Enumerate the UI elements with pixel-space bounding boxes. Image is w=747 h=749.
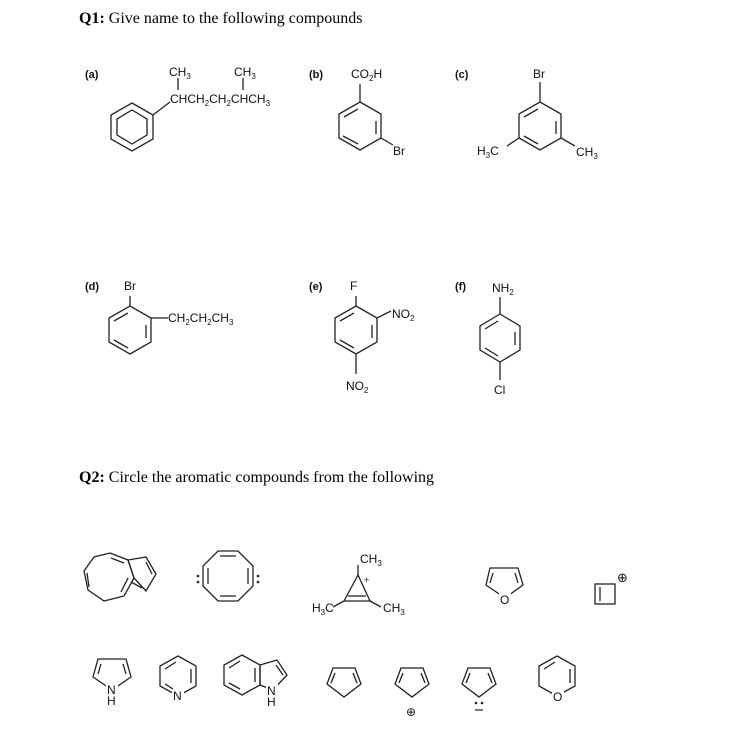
compound-e-benzene-ring bbox=[335, 306, 377, 354]
pyrrole-hydrogen: H bbox=[107, 694, 116, 708]
cyclopentadiene-ring bbox=[327, 668, 361, 697]
compound-f-benzene-ring bbox=[480, 314, 520, 362]
indole-hydrogen: H bbox=[267, 695, 276, 709]
cyclopropenyl-h3c: $H_3C$ bbox=[312, 601, 334, 617]
cp-cation-charge: ⊕ bbox=[406, 705, 417, 719]
compound-a-aromatic-circle bbox=[117, 110, 147, 144]
question-1-text: Give name to the following compounds bbox=[108, 10, 363, 27]
compound-e-no2-bottom: $NO_2$ bbox=[346, 379, 369, 395]
compound-e-label: (e) bbox=[309, 281, 323, 293]
furan-oxygen: O bbox=[500, 593, 510, 607]
q2-cyclopropenyl-cation bbox=[312, 552, 405, 617]
compound-b bbox=[309, 67, 405, 158]
compound-f-chlorine: Cl bbox=[494, 383, 506, 397]
compound-c-h3c: $H_3C$ bbox=[477, 144, 499, 160]
q2-indole bbox=[224, 655, 287, 709]
q2-pyridine bbox=[160, 656, 196, 703]
compound-c-benzene-ring bbox=[519, 102, 561, 150]
compound-a-chain: $CHCH_2CH_2CHCH_3$ bbox=[170, 92, 271, 108]
compound-d-propyl: $CH_2CH_2CH_3$ bbox=[168, 311, 234, 327]
indole-nitrogen: N bbox=[267, 684, 276, 698]
compound-d-br: Br bbox=[124, 279, 136, 293]
compound-b-br: Br bbox=[393, 144, 405, 158]
cp-anion-ring bbox=[462, 668, 496, 697]
cyclobutenyl-charge: ⊕ bbox=[617, 570, 628, 585]
compound-b-benzene-ring bbox=[339, 102, 381, 150]
compound-c bbox=[455, 67, 598, 161]
q2-cyclopentadienyl-cation bbox=[395, 668, 429, 719]
q2-furan bbox=[486, 568, 523, 607]
cyclopropenyl-ch3-right: $CH_3$ bbox=[383, 601, 405, 617]
q2-cyclooctatetraene-dianion bbox=[197, 551, 260, 601]
compound-f-label: (f) bbox=[455, 281, 466, 293]
compound-e bbox=[309, 279, 415, 395]
compound-c-br: Br bbox=[533, 67, 545, 81]
compound-a-label: (a) bbox=[85, 69, 99, 81]
compound-b-label: (b) bbox=[309, 69, 324, 81]
question-1-number: Q1: bbox=[79, 10, 105, 27]
compound-b-co2h: $CO_2H$ bbox=[351, 67, 383, 83]
q2-cyclobutenyl-cation bbox=[595, 570, 628, 604]
question-2-text: Circle the aromatic compounds from the following bbox=[108, 469, 435, 486]
compound-d-label: (d) bbox=[85, 281, 100, 293]
q2-cyclopentadienyl-anion bbox=[462, 668, 496, 710]
compound-f-nh2: $NH_2$ bbox=[492, 281, 514, 297]
compound-c-label: (c) bbox=[455, 69, 469, 81]
q2-cyclopentadiene bbox=[327, 668, 361, 697]
question-2-number: Q2: bbox=[79, 469, 105, 486]
compound-a-ch3-right: $CH_3$ bbox=[234, 65, 256, 81]
compound-a-ch3-left: $CH_3$ bbox=[169, 65, 191, 81]
cyclopropenyl-ch3-top: $CH_3$ bbox=[360, 552, 382, 568]
cot-ring bbox=[203, 551, 253, 601]
compound-c-ch3: $CH_3$ bbox=[576, 145, 598, 161]
pyran-oxygen: O bbox=[553, 690, 563, 704]
compound-d-benzene-ring bbox=[109, 306, 151, 354]
q2-pyrrole bbox=[93, 659, 131, 708]
compound-d bbox=[85, 279, 234, 354]
cyclobutene-ring bbox=[595, 584, 615, 604]
cp-cation-ring bbox=[395, 668, 429, 697]
q2-pyran bbox=[539, 656, 575, 704]
q2-azulene bbox=[84, 553, 156, 601]
pyridine-nitrogen: N bbox=[173, 689, 182, 703]
cyclopropenyl-plus: + bbox=[364, 575, 370, 585]
compound-e-fluorine: F bbox=[350, 279, 358, 293]
compound-e-no2-right: $NO_2$ bbox=[392, 307, 415, 323]
compound-a bbox=[85, 65, 271, 151]
pyrrole-nitrogen: N bbox=[107, 683, 116, 697]
compound-f bbox=[455, 281, 520, 397]
azulene-seven-ring bbox=[84, 553, 134, 601]
